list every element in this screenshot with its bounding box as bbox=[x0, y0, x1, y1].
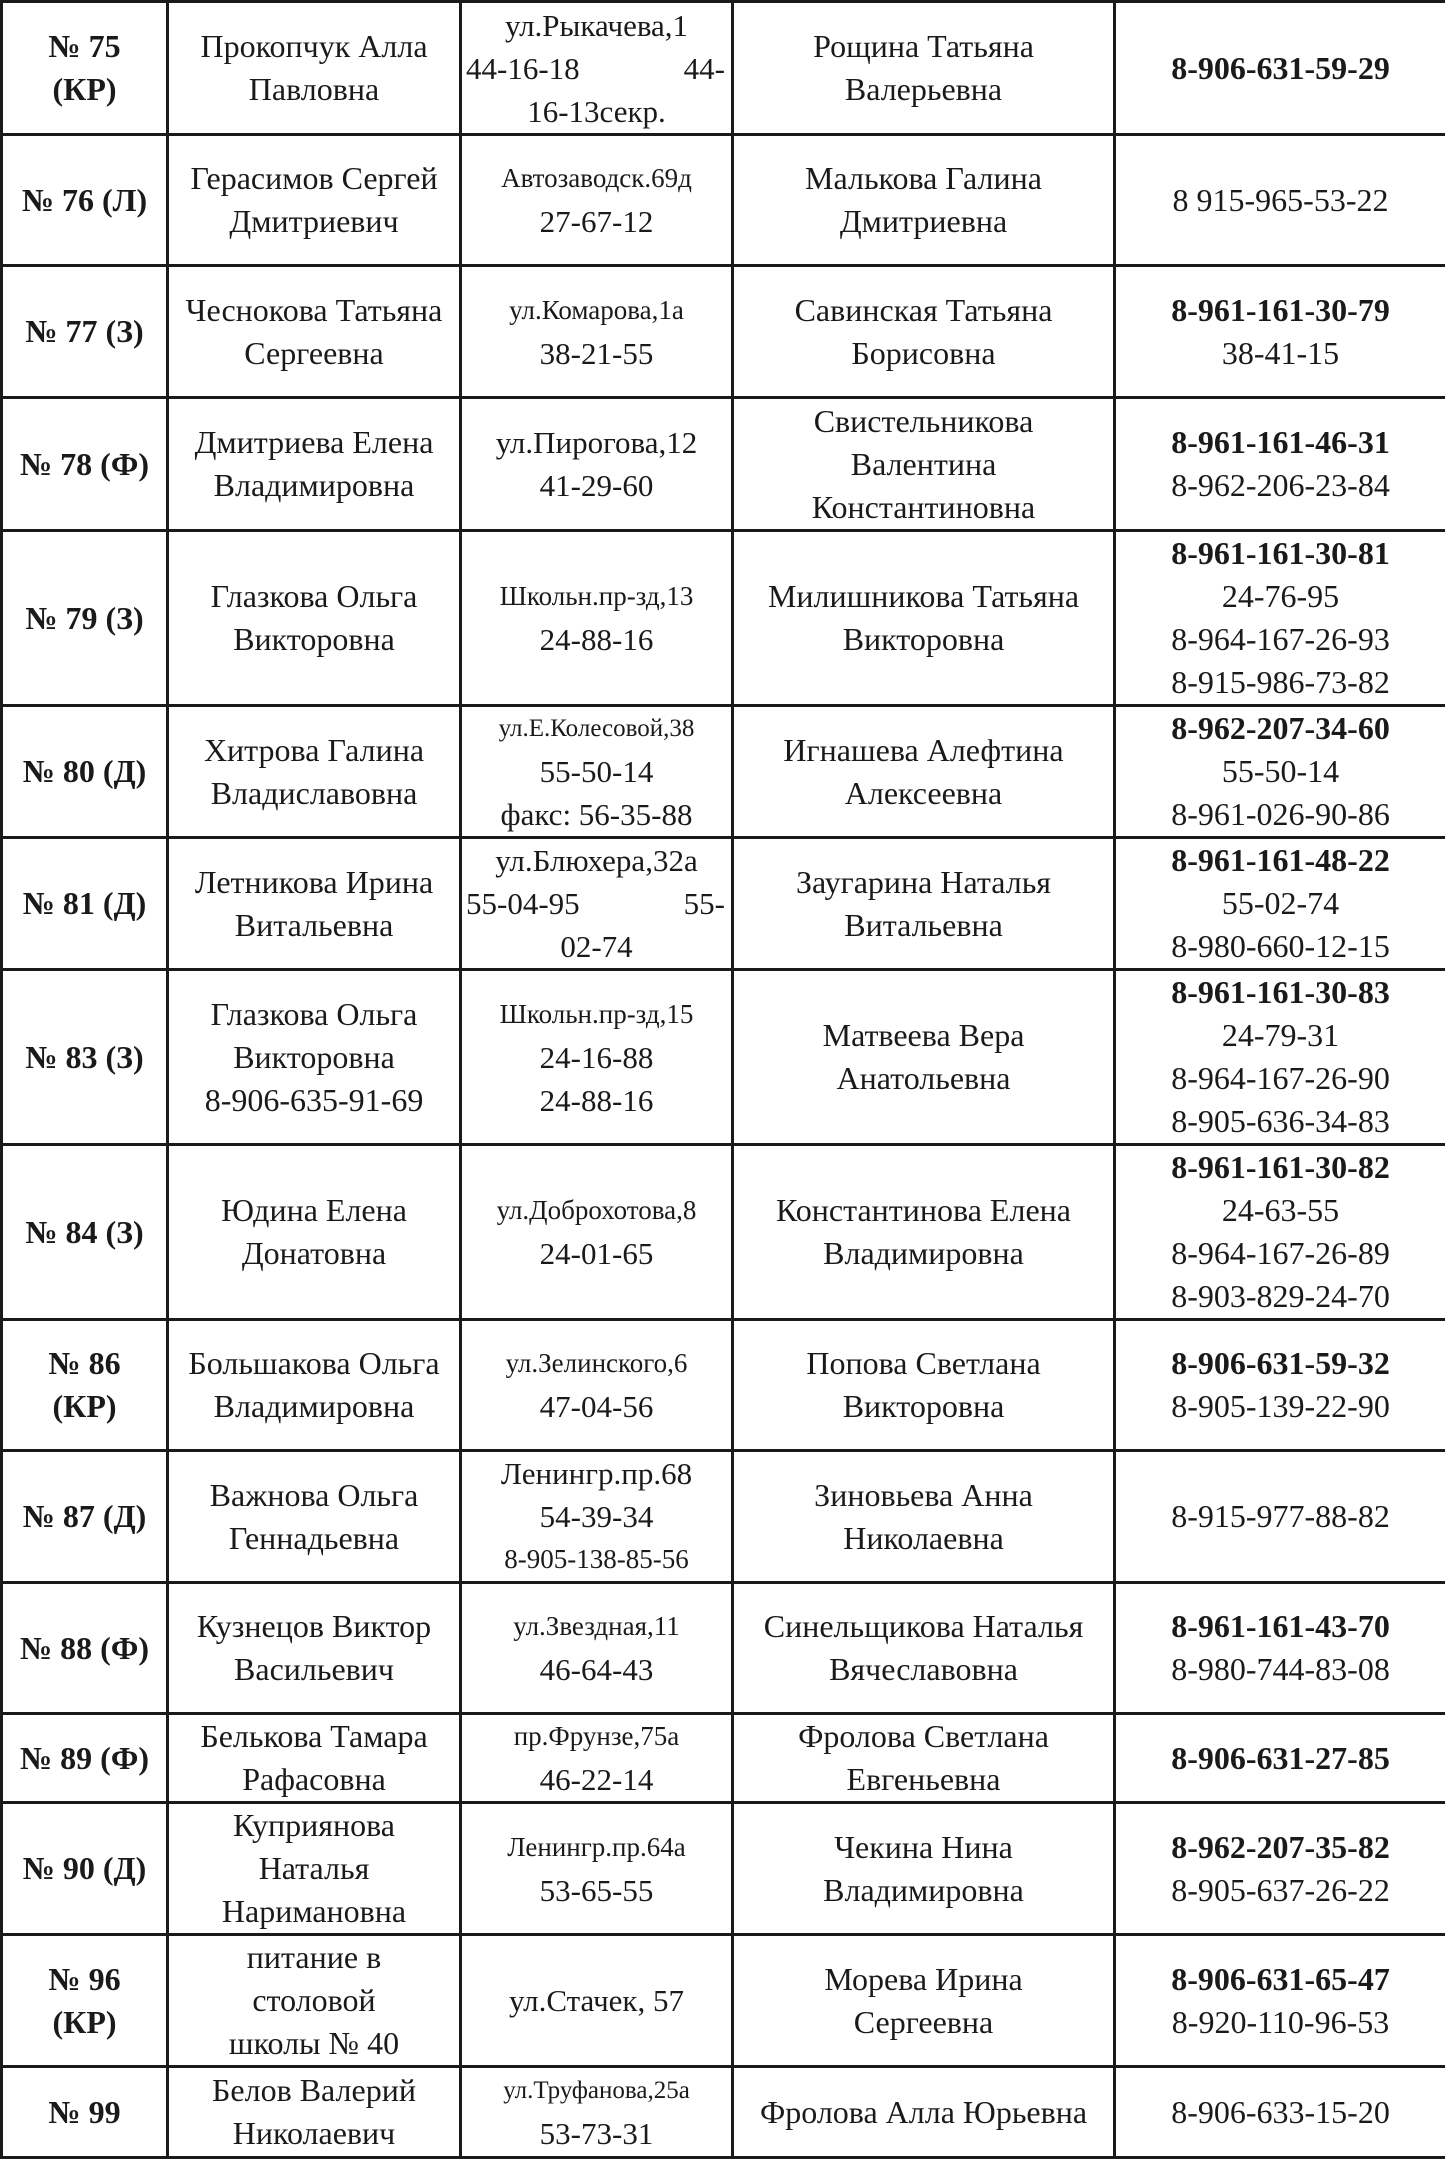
contact-name: Малькова Галина bbox=[738, 157, 1109, 200]
address-cell bbox=[461, 1935, 733, 2067]
office-phone: 8-905-138-85-56 bbox=[466, 1538, 727, 1581]
school-number-cell bbox=[2, 2067, 168, 2158]
contact-name: Игнашева Алефтина bbox=[738, 729, 1109, 772]
school-number: № 75 bbox=[7, 25, 162, 68]
contact-phone: 8 915-965-53-22 bbox=[1120, 179, 1441, 222]
director-name: Прокопчук Алла bbox=[173, 25, 455, 68]
contact-name: Валентина bbox=[738, 443, 1109, 486]
contact-phones-cell bbox=[1115, 1714, 1445, 1803]
director-name: Сергеевна bbox=[173, 332, 455, 375]
contact-name-cell bbox=[733, 135, 1115, 266]
director-name: Владимировна bbox=[173, 464, 455, 507]
office-phone: 41-29-60 bbox=[466, 464, 727, 507]
office-phone: 44-16-18 bbox=[466, 47, 580, 90]
school-number-cell bbox=[2, 531, 168, 706]
table-row bbox=[2, 1451, 1445, 1583]
office-phone: 16-13секр. bbox=[466, 90, 727, 133]
director-name: Белькова Тамара bbox=[173, 1715, 455, 1758]
school-number: № 81 (Д) bbox=[7, 882, 162, 925]
school-number-cell bbox=[2, 1451, 168, 1583]
office-phone: 47-04-56 bbox=[466, 1385, 727, 1428]
contact-name: Попова Светлана bbox=[738, 1342, 1109, 1385]
contact-name: Чекина Нина bbox=[738, 1826, 1109, 1869]
contact-name: Викторовна bbox=[738, 618, 1109, 661]
address-cell bbox=[461, 706, 733, 838]
director-name: Наталья bbox=[173, 1847, 455, 1890]
contact-phone: 8-980-744-83-08 bbox=[1120, 1648, 1441, 1691]
contact-phone: 55-50-14 bbox=[1120, 750, 1441, 793]
contact-phones-cell bbox=[1115, 1451, 1445, 1583]
office-phone: 24-88-16 bbox=[466, 1079, 727, 1122]
director-name: Глазкова Ольга bbox=[173, 575, 455, 618]
school-number: (КР) bbox=[7, 68, 162, 111]
office-phone: 53-65-55 bbox=[466, 1869, 727, 1912]
director-name-cell bbox=[168, 531, 461, 706]
contact-phones-cell bbox=[1115, 531, 1445, 706]
office-phone: 44- bbox=[684, 47, 725, 90]
school-number-cell bbox=[2, 1583, 168, 1714]
contact-phones-cell bbox=[1115, 1803, 1445, 1935]
director-name-cell bbox=[168, 1803, 461, 1935]
school-number-cell bbox=[2, 706, 168, 838]
school-number: № 86 bbox=[7, 1342, 162, 1385]
contact-phone: 8-903-829-24-70 bbox=[1120, 1275, 1441, 1318]
director-name-cell bbox=[168, 398, 461, 531]
contact-phone: 8-915-986-73-82 bbox=[1120, 661, 1441, 704]
contact-phone: 24-79-31 bbox=[1120, 1014, 1441, 1057]
contact-phone: 8-905-636-34-83 bbox=[1120, 1100, 1441, 1143]
director-name-cell bbox=[168, 1451, 461, 1583]
school-number: № 76 (Л) bbox=[7, 179, 162, 222]
director-name: Павловна bbox=[173, 68, 455, 111]
contact-name: Константинова Елена bbox=[738, 1189, 1109, 1232]
contact-name: Борисовна bbox=[738, 332, 1109, 375]
table-row bbox=[2, 838, 1445, 970]
school-number: № 79 (З) bbox=[7, 597, 162, 640]
school-number: № 80 (Д) bbox=[7, 750, 162, 793]
contact-phone: 8-962-206-23-84 bbox=[1120, 464, 1441, 507]
contact-name: Владимировна bbox=[738, 1869, 1109, 1912]
contact-phone: 8-962-207-35-82 bbox=[1120, 1826, 1441, 1869]
school-number-cell bbox=[2, 1145, 168, 1320]
table-row bbox=[2, 1583, 1445, 1714]
table-row bbox=[2, 1803, 1445, 1935]
contact-phone: 8-961-161-48-22 bbox=[1120, 839, 1441, 882]
contact-phone: 8-906-631-27-85 bbox=[1120, 1737, 1441, 1780]
school-number-cell bbox=[2, 2, 168, 135]
school-number: (КР) bbox=[7, 2001, 162, 2044]
contact-name-cell bbox=[733, 970, 1115, 1145]
address-cell bbox=[461, 970, 733, 1145]
street-address: ул.Труфанова,25а bbox=[466, 2069, 727, 2112]
office-phone: 55-50-14 bbox=[466, 750, 727, 793]
school-number: № 96 bbox=[7, 1958, 162, 2001]
contact-phones-cell bbox=[1115, 1145, 1445, 1320]
table-row bbox=[2, 1320, 1445, 1451]
contact-name-cell bbox=[733, 1451, 1115, 1583]
director-name: 8-906-635-91-69 bbox=[173, 1079, 455, 1122]
office-phone: факс: 56-35-88 bbox=[466, 793, 727, 836]
contact-phones-cell bbox=[1115, 970, 1445, 1145]
director-name: Донатовна bbox=[173, 1232, 455, 1275]
contact-phones-cell bbox=[1115, 706, 1445, 838]
school-number: № 77 (З) bbox=[7, 310, 162, 353]
director-name-cell bbox=[168, 1583, 461, 1714]
contact-name: Зиновьева Анна bbox=[738, 1474, 1109, 1517]
director-name: Герасимов Сергей bbox=[173, 157, 455, 200]
school-number-cell bbox=[2, 135, 168, 266]
table-row bbox=[2, 2, 1445, 135]
contact-phones-cell bbox=[1115, 1320, 1445, 1451]
contact-phones-cell bbox=[1115, 266, 1445, 398]
director-name: Важнова Ольга bbox=[173, 1474, 455, 1517]
director-name-cell bbox=[168, 2, 461, 135]
contact-phone: 8-905-139-22-90 bbox=[1120, 1385, 1441, 1428]
director-name-cell bbox=[168, 1935, 461, 2067]
table-row bbox=[2, 706, 1445, 838]
school-number-cell bbox=[2, 970, 168, 1145]
address-cell bbox=[461, 1803, 733, 1935]
contact-name-cell bbox=[733, 398, 1115, 531]
contact-name: Вячеславовна bbox=[738, 1648, 1109, 1691]
contact-phones-cell bbox=[1115, 1583, 1445, 1714]
director-name: Николаевич bbox=[173, 2112, 455, 2155]
contact-name-cell bbox=[733, 1714, 1115, 1803]
street-address: пр.Фрунзе,75а bbox=[466, 1715, 727, 1758]
address-cell bbox=[461, 1451, 733, 1583]
director-name: Викторовна bbox=[173, 618, 455, 661]
table-row bbox=[2, 266, 1445, 398]
table-row bbox=[2, 531, 1445, 706]
address-cell bbox=[461, 838, 733, 970]
table-body bbox=[2, 2, 1445, 2158]
director-name: питание в bbox=[173, 1936, 455, 1979]
office-phone: 54-39-34 bbox=[466, 1495, 727, 1538]
contact-phone: 8-964-167-26-89 bbox=[1120, 1232, 1441, 1275]
street-address: Ленингр.пр.64а bbox=[466, 1826, 727, 1869]
contact-phone: 8-961-161-43-70 bbox=[1120, 1605, 1441, 1648]
contact-name: Викторовна bbox=[738, 1385, 1109, 1428]
address-cell bbox=[461, 398, 733, 531]
contact-phones-cell bbox=[1115, 398, 1445, 531]
contact-name: Сергеевна bbox=[738, 2001, 1109, 2044]
director-name: Белов Валерий bbox=[173, 2069, 455, 2112]
contact-phones-cell bbox=[1115, 2, 1445, 135]
address-cell bbox=[461, 1583, 733, 1714]
table-row bbox=[2, 1935, 1445, 2067]
contact-name: Заугарина Наталья bbox=[738, 861, 1109, 904]
street-address: Школьн.пр-зд,15 bbox=[466, 993, 727, 1036]
school-number-cell bbox=[2, 1320, 168, 1451]
street-address: Школьн.пр-зд,13 bbox=[466, 575, 727, 618]
contact-phone: 8-980-660-12-15 bbox=[1120, 925, 1441, 968]
director-name: Владимировна bbox=[173, 1385, 455, 1428]
contact-name: Рощина Татьяна bbox=[738, 25, 1109, 68]
school-number: № 84 (З) bbox=[7, 1211, 162, 1254]
director-name-cell bbox=[168, 1320, 461, 1451]
office-phone: 55- bbox=[684, 882, 725, 925]
contact-name-cell bbox=[733, 266, 1115, 398]
contact-name: Морева Ирина bbox=[738, 1958, 1109, 2001]
address-cell bbox=[461, 1145, 733, 1320]
contact-phones-cell bbox=[1115, 2067, 1445, 2158]
director-name: Дмитриева Елена bbox=[173, 421, 455, 464]
address-cell bbox=[461, 1714, 733, 1803]
office-phone: 46-22-14 bbox=[466, 1758, 727, 1801]
contact-phone: 8-961-161-46-31 bbox=[1120, 421, 1441, 464]
contact-phone: 8-961-161-30-83 bbox=[1120, 971, 1441, 1014]
director-name: Васильевич bbox=[173, 1648, 455, 1691]
office-phone: 55-04-95 bbox=[466, 882, 580, 925]
table-row bbox=[2, 398, 1445, 531]
contact-name: Савинская Татьяна bbox=[738, 289, 1109, 332]
contact-phone: 8-964-167-26-93 bbox=[1120, 618, 1441, 661]
contact-name: Валерьевна bbox=[738, 68, 1109, 111]
contact-name: Дмитриевна bbox=[738, 200, 1109, 243]
school-number-cell bbox=[2, 1714, 168, 1803]
street-address: ул.Звездная,11 bbox=[466, 1605, 727, 1648]
school-number: № 78 (Ф) bbox=[7, 443, 162, 486]
contact-name: Владимировна bbox=[738, 1232, 1109, 1275]
director-name: Викторовна bbox=[173, 1036, 455, 1079]
contact-phone: 8-961-161-30-79 bbox=[1120, 289, 1441, 332]
contact-name: Анатольевна bbox=[738, 1057, 1109, 1100]
address-cell bbox=[461, 1320, 733, 1451]
office-phone: 27-67-12 bbox=[466, 200, 727, 243]
contact-phone: 8-906-633-15-20 bbox=[1120, 2091, 1441, 2134]
contact-name-cell bbox=[733, 1583, 1115, 1714]
director-name: Наримановна bbox=[173, 1890, 455, 1933]
street-address: Автозаводск.69д bbox=[466, 157, 727, 200]
contact-name-cell bbox=[733, 838, 1115, 970]
office-phone: 24-88-16 bbox=[466, 618, 727, 661]
street-address: ул.Блюхера,32а bbox=[466, 839, 727, 882]
director-name-cell bbox=[168, 1714, 461, 1803]
street-address: ул.Пирогова,12 bbox=[466, 421, 727, 464]
contact-name-cell bbox=[733, 1320, 1115, 1451]
table-row bbox=[2, 1145, 1445, 1320]
director-name: Дмитриевич bbox=[173, 200, 455, 243]
address-cell bbox=[461, 135, 733, 266]
contact-phone: 24-63-55 bbox=[1120, 1189, 1441, 1232]
contact-name-cell bbox=[733, 1935, 1115, 2067]
contact-name-cell bbox=[733, 1145, 1115, 1320]
office-phone: 02-74 bbox=[466, 925, 727, 968]
contact-phone: 8-906-631-65-47 bbox=[1120, 1958, 1441, 2001]
director-name: Геннадьевна bbox=[173, 1517, 455, 1560]
address-cell bbox=[461, 531, 733, 706]
contact-name: Милишникова Татьяна bbox=[738, 575, 1109, 618]
street-address: ул.Стачек, 57 bbox=[466, 1979, 727, 2022]
contact-name-cell bbox=[733, 1803, 1115, 1935]
director-name-cell bbox=[168, 1145, 461, 1320]
contact-phone: 8-920-110-96-53 bbox=[1120, 2001, 1441, 2044]
director-name: Витальевна bbox=[173, 904, 455, 947]
school-number-cell bbox=[2, 266, 168, 398]
director-name-cell bbox=[168, 2067, 461, 2158]
office-phone: 24-16-88 bbox=[466, 1036, 727, 1079]
school-number: № 89 (Ф) bbox=[7, 1737, 162, 1780]
director-name: школы № 40 bbox=[173, 2022, 455, 2065]
director-name: Кузнецов Виктор bbox=[173, 1605, 455, 1648]
director-name: Большакова Ольга bbox=[173, 1342, 455, 1385]
street-address: ул.Доброхотова,8 bbox=[466, 1189, 727, 1232]
table-row bbox=[2, 135, 1445, 266]
office-phone: 53-73-31 bbox=[466, 2112, 727, 2155]
school-number: № 90 (Д) bbox=[7, 1847, 162, 1890]
contact-phone: 55-02-74 bbox=[1120, 882, 1441, 925]
director-name: Хитрова Галина bbox=[173, 729, 455, 772]
street-address: ул.Зелинского,6 bbox=[466, 1342, 727, 1385]
contact-phone: 8-964-167-26-90 bbox=[1120, 1057, 1441, 1100]
contact-name: Николаевна bbox=[738, 1517, 1109, 1560]
contact-phone: 38-41-15 bbox=[1120, 332, 1441, 375]
office-phone: 38-21-55 bbox=[466, 332, 727, 375]
street-address: ул.Рыкачева,1 bbox=[466, 4, 727, 47]
address-cell bbox=[461, 266, 733, 398]
contact-phone: 8-962-207-34-60 bbox=[1120, 707, 1441, 750]
director-name-cell bbox=[168, 970, 461, 1145]
phone-pair bbox=[466, 882, 727, 925]
contact-name-cell bbox=[733, 2, 1115, 135]
contact-name: Фролова Алла Юрьевна bbox=[738, 2091, 1109, 2134]
school-number-cell bbox=[2, 398, 168, 531]
director-name-cell bbox=[168, 838, 461, 970]
school-number-cell bbox=[2, 1935, 168, 2067]
contact-phones-cell bbox=[1115, 838, 1445, 970]
contact-name-cell bbox=[733, 706, 1115, 838]
director-name-cell bbox=[168, 266, 461, 398]
office-phone: 24-01-65 bbox=[466, 1232, 727, 1275]
street-address: ул.Комарова,1а bbox=[466, 289, 727, 332]
table-row bbox=[2, 970, 1445, 1145]
contact-phone: 8-906-631-59-32 bbox=[1120, 1342, 1441, 1385]
school-number: № 83 (З) bbox=[7, 1036, 162, 1079]
table-row bbox=[2, 2067, 1445, 2158]
school-number-cell bbox=[2, 1803, 168, 1935]
school-number: (КР) bbox=[7, 1385, 162, 1428]
table-row bbox=[2, 1714, 1445, 1803]
contact-name: Константиновна bbox=[738, 486, 1109, 529]
director-name: Юдина Елена bbox=[173, 1189, 455, 1232]
school-number-cell bbox=[2, 838, 168, 970]
contact-phones-cell bbox=[1115, 135, 1445, 266]
contact-phone: 8-906-631-59-29 bbox=[1120, 47, 1441, 90]
contact-phone: 8-915-977-88-82 bbox=[1120, 1495, 1441, 1538]
director-name: Владиславовна bbox=[173, 772, 455, 815]
director-name: Глазкова Ольга bbox=[173, 993, 455, 1036]
contact-name: Алексеевна bbox=[738, 772, 1109, 815]
contact-phone: 8-961-161-30-82 bbox=[1120, 1146, 1441, 1189]
contact-phone: 8-905-637-26-22 bbox=[1120, 1869, 1441, 1912]
contact-phone: 8-961-026-90-86 bbox=[1120, 793, 1441, 836]
address-cell bbox=[461, 2, 733, 135]
director-name-cell bbox=[168, 706, 461, 838]
street-address: ул.Е.Колесовой,38 bbox=[466, 707, 727, 750]
director-name: Рафасовна bbox=[173, 1758, 455, 1801]
school-number: № 87 (Д) bbox=[7, 1495, 162, 1538]
contact-phone: 24-76-95 bbox=[1120, 575, 1441, 618]
contact-name-cell bbox=[733, 531, 1115, 706]
contact-name: Синельщикова Наталья bbox=[738, 1605, 1109, 1648]
director-name: Чеснокова Татьяна bbox=[173, 289, 455, 332]
street-address: Ленингр.пр.68 bbox=[466, 1452, 727, 1495]
contact-phones-cell bbox=[1115, 1935, 1445, 2067]
director-name: Летникова Ирина bbox=[173, 861, 455, 904]
director-name: Куприянова bbox=[173, 1804, 455, 1847]
contact-name: Свистельникова bbox=[738, 400, 1109, 443]
school-number: № 99 bbox=[7, 2091, 162, 2134]
phone-pair bbox=[466, 47, 727, 90]
director-name: столовой bbox=[173, 1979, 455, 2022]
address-cell bbox=[461, 2067, 733, 2158]
director-name-cell bbox=[168, 135, 461, 266]
contact-name: Евгеньевна bbox=[738, 1758, 1109, 1801]
contact-name-cell bbox=[733, 2067, 1115, 2158]
school-number: № 88 (Ф) bbox=[7, 1627, 162, 1670]
contact-name: Матвеева Вера bbox=[738, 1014, 1109, 1057]
contact-phone: 8-961-161-30-81 bbox=[1120, 532, 1441, 575]
contact-name: Фролова Светлана bbox=[738, 1715, 1109, 1758]
office-phone: 46-64-43 bbox=[466, 1648, 727, 1691]
contact-name: Витальевна bbox=[738, 904, 1109, 947]
